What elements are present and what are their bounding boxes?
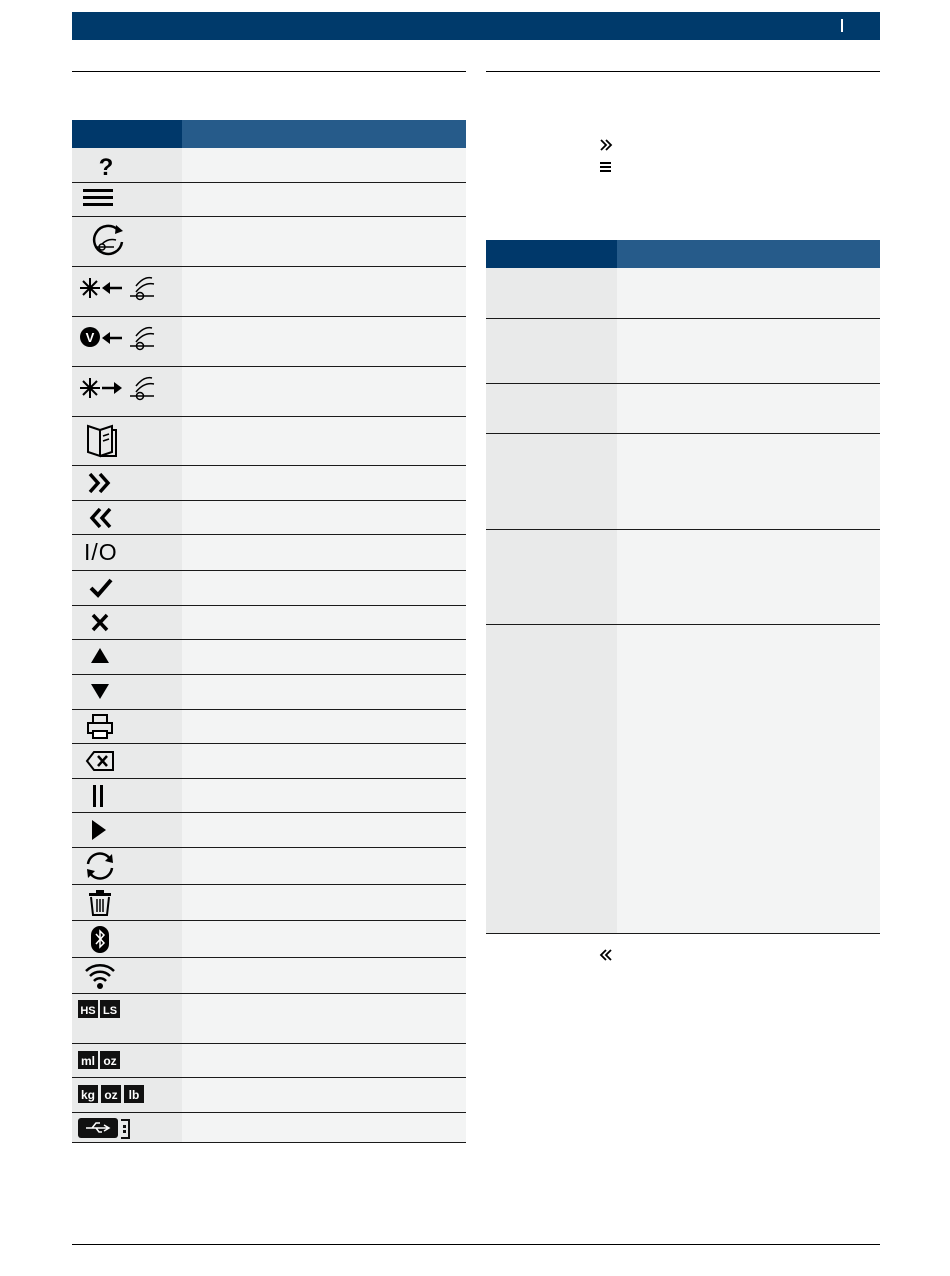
table-row xyxy=(72,994,466,1044)
double-chevron-right-icon xyxy=(78,469,138,497)
table-row xyxy=(72,1078,466,1113)
table-row xyxy=(72,417,466,466)
table-row xyxy=(486,319,880,384)
description-table-header xyxy=(486,240,880,268)
play-icon xyxy=(78,816,138,844)
table-row xyxy=(72,1044,466,1078)
svg-text:oz: oz xyxy=(104,1088,118,1102)
table-row xyxy=(486,384,880,434)
table-row xyxy=(72,1113,466,1143)
hs-ls-icon xyxy=(78,997,138,1025)
manual-book-icon xyxy=(78,420,138,460)
checkmark-icon xyxy=(78,574,138,602)
table-row xyxy=(72,779,466,813)
table-row xyxy=(72,710,466,744)
footer-rule xyxy=(72,1244,880,1245)
table-row xyxy=(72,606,466,640)
service-cycle-icon xyxy=(78,220,148,264)
on-off-icon: I/O xyxy=(84,539,118,565)
table-row xyxy=(72,466,466,501)
table-row xyxy=(72,317,466,367)
usb-card-icon xyxy=(78,1116,148,1142)
refrigerant-recovery-icon xyxy=(78,270,168,306)
table-row xyxy=(72,267,466,317)
question-mark-icon xyxy=(78,151,138,181)
menu-icon xyxy=(598,160,614,174)
table-row xyxy=(72,183,466,217)
menu-icon xyxy=(78,186,138,214)
kg-oz-lb-icon xyxy=(78,1081,158,1109)
double-chevron-left-icon xyxy=(78,504,138,532)
table-row xyxy=(72,367,466,417)
printer-icon xyxy=(78,713,138,741)
svg-text:oz: oz xyxy=(103,1054,117,1068)
wifi-icon xyxy=(78,961,138,991)
table-row xyxy=(486,530,880,625)
table-row xyxy=(72,501,466,535)
ml-oz-icon xyxy=(78,1047,138,1075)
table-row xyxy=(486,268,880,319)
refresh-icon xyxy=(78,851,138,881)
svg-text:LS: LS xyxy=(102,1005,118,1017)
table-row xyxy=(72,640,466,675)
table-row xyxy=(72,217,466,267)
table-row xyxy=(72,571,466,606)
table-row xyxy=(72,885,466,921)
table-row xyxy=(72,958,466,994)
vacuum-icon xyxy=(78,320,168,356)
svg-text:ml: ml xyxy=(80,1054,96,1068)
table-row xyxy=(486,434,880,530)
left-section-rule xyxy=(72,71,466,72)
table-row xyxy=(486,625,880,934)
svg-text:kg: kg xyxy=(80,1088,96,1102)
triangle-down-icon xyxy=(78,678,138,706)
pause-icon xyxy=(78,782,138,810)
page-marker xyxy=(841,19,843,32)
bluetooth-icon xyxy=(78,924,138,954)
table-row xyxy=(72,675,466,710)
table-row xyxy=(72,148,466,183)
svg-text:HS: HS xyxy=(80,1005,96,1017)
header-bar xyxy=(72,12,880,40)
svg-text:?: ? xyxy=(98,154,114,181)
svg-text:lb: lb xyxy=(128,1088,140,1102)
table-row xyxy=(72,535,466,571)
double-chevron-left-icon xyxy=(598,948,614,962)
icon-table-header xyxy=(72,120,466,148)
right-section-rule xyxy=(486,71,880,72)
svg-text:V: V xyxy=(85,330,95,345)
backspace-icon xyxy=(78,747,138,775)
table-row xyxy=(72,813,466,848)
table-row xyxy=(72,848,466,885)
double-chevron-right-icon xyxy=(598,138,614,152)
refrigerant-fill-icon xyxy=(78,370,168,406)
triangle-up-icon xyxy=(78,643,138,671)
table-row xyxy=(72,921,466,958)
table-row xyxy=(72,744,466,779)
cross-icon xyxy=(78,609,138,637)
trash-icon xyxy=(78,888,138,918)
